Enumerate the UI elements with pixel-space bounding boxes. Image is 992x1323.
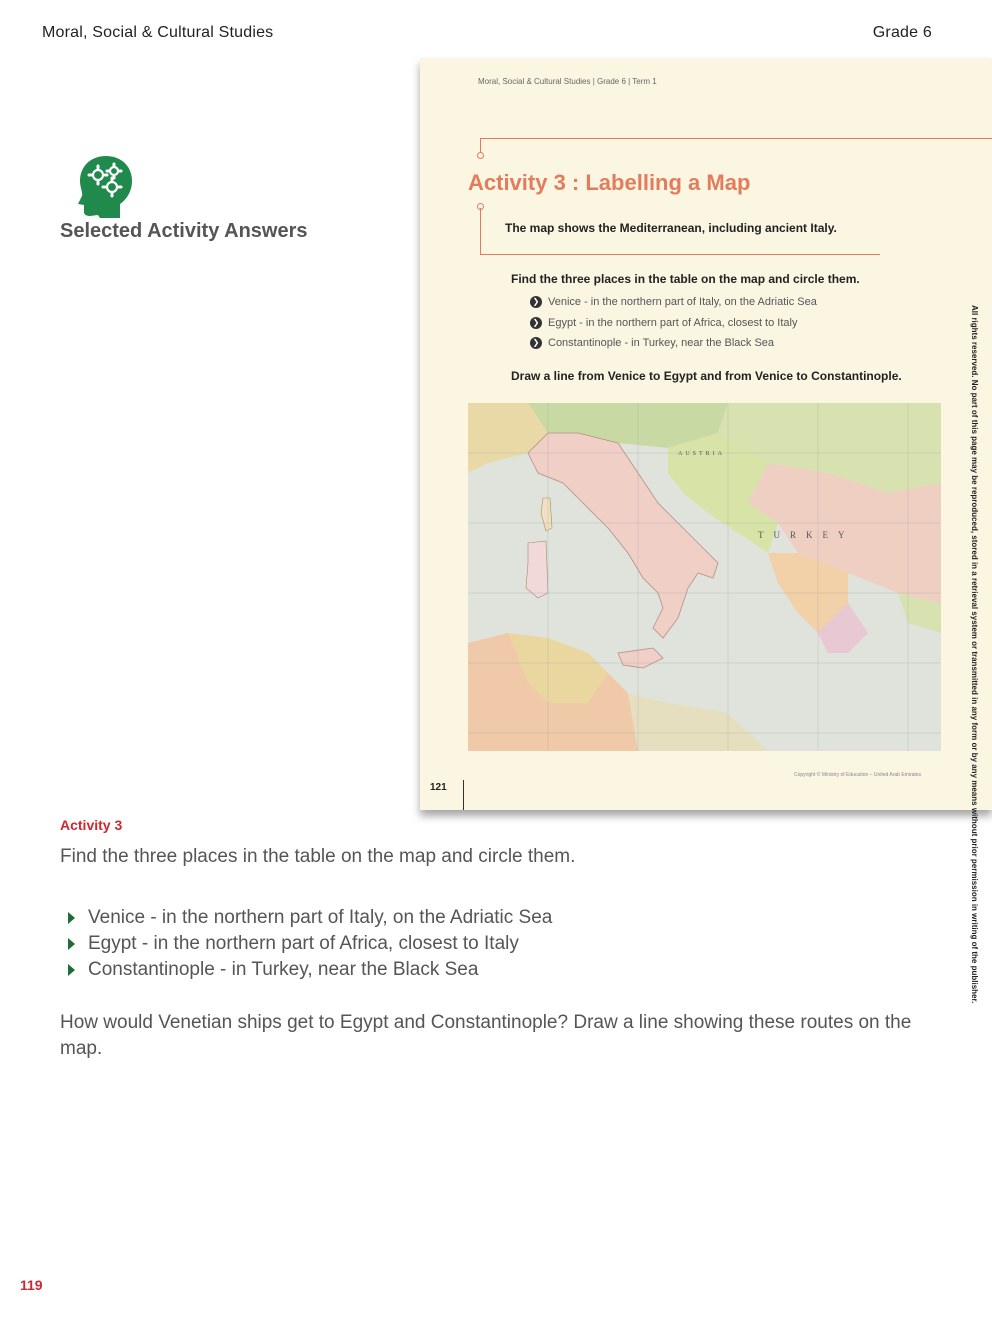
header-grade: Grade 6 — [872, 24, 932, 41]
list-item: ❯ Constantinople - in Turkey, near the Black Sea — [548, 333, 817, 354]
map-label-austria: AUSTRIA — [678, 451, 726, 457]
inset-activity-title: Activity 3 : Labelling a Map — [468, 170, 751, 195]
head-gears-icon — [76, 154, 134, 218]
list-item: ❯ Venice - in the northern part of Italy, on the Adriatic Sea — [548, 292, 817, 313]
mediterranean-map — [468, 403, 941, 751]
textbook-page-inset — [420, 58, 992, 810]
activity-label: Activity 3 — [60, 817, 123, 833]
inset-intro: The map shows the Mediterranean, including ancient Italy. — [505, 221, 837, 235]
inset-bracket-vertical — [480, 208, 481, 254]
header-subject: Moral, Social & Cultural Studies — [42, 24, 274, 41]
list-item: ❯ Egypt - in the northern part of Africa, closest to Italy — [548, 313, 817, 334]
inset-page-number: 121 — [430, 782, 447, 793]
inset-page-separator — [463, 780, 464, 810]
rights-notice: All rights reserved. No part of this page may be reproduced, stored in a retrieval system or transmitted in any form or by any means without prior permission in writing of the publisher. — [970, 305, 979, 1004]
inset-places-list — [532, 292, 817, 354]
inset-instruction-draw: Draw a line from Venice to Egypt and from Venice to Constantinople. — [511, 369, 902, 383]
page-number: 119 — [20, 1277, 43, 1293]
map-label-turkey: TURKEY — [758, 530, 855, 540]
inset-bracket-horizontal — [480, 254, 880, 255]
list-item: Egypt - in the northern part of Africa, closest to Italy — [66, 931, 552, 957]
activity-instruction: Find the three places in the table on the map and circle them. — [60, 846, 576, 867]
chevron-right-circle-icon: ❯ — [530, 337, 542, 349]
activity-places-list — [66, 905, 552, 983]
chevron-right-circle-icon: ❯ — [530, 317, 542, 329]
chevron-right-circle-icon: ❯ — [530, 296, 542, 308]
inset-divider-node — [477, 152, 484, 159]
triangle-right-icon — [68, 964, 75, 976]
list-item: Constantinople - in Turkey, near the Black Sea — [66, 957, 552, 983]
inset-divider — [480, 138, 992, 139]
list-item: Venice - in the northern part of Italy, on the Adriatic Sea — [66, 905, 552, 931]
triangle-right-icon — [68, 912, 75, 924]
section-title: Selected Activity Answers — [60, 220, 308, 242]
triangle-right-icon — [68, 938, 75, 950]
inset-instruction-find: Find the three places in the table on the map and circle them. — [511, 272, 860, 286]
activity-question: How would Venetian ships get to Egypt and Constantinople? Draw a line showing these routes on the map. — [60, 1012, 912, 1059]
inset-breadcrumb: Moral, Social & Cultural Studies | Grade 6 | Term 1 — [478, 77, 657, 86]
inset-copyright: Copyright © Ministry of Education – United Arab Emirates — [794, 772, 922, 778]
